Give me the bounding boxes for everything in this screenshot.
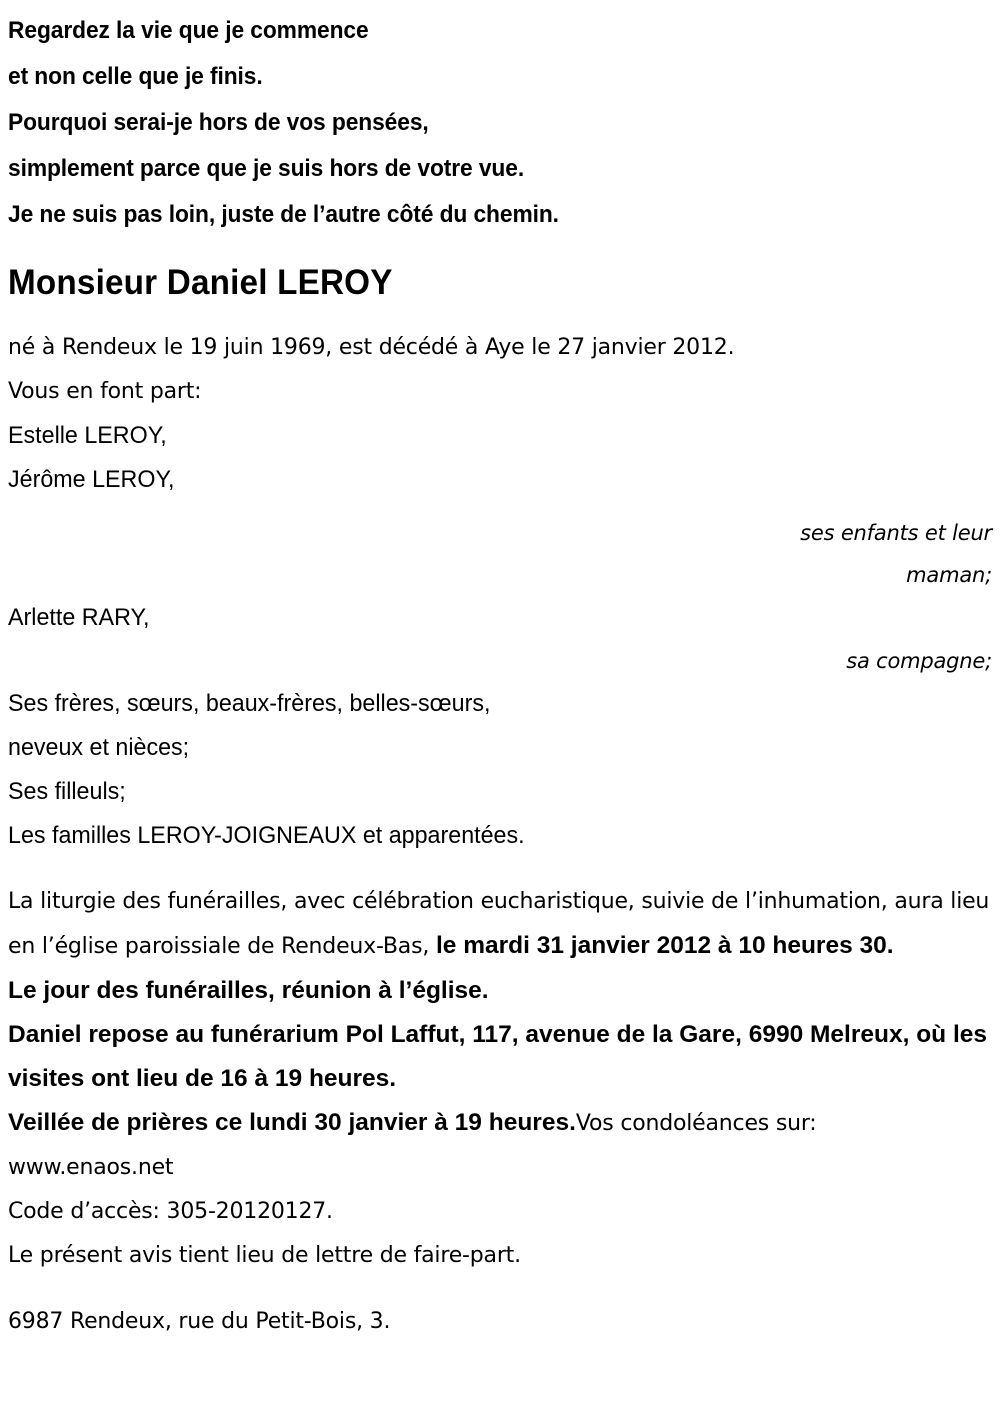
annotation-line: ses enfants et leur [800,521,992,545]
survivor-partner: Arlette RARY, [8,604,150,631]
spacer [8,858,992,880]
annotation-line: maman; [906,563,992,587]
vigil-text-bold: Veillée de prières ce lundi 30 janvier à 19 heures. [8,1109,576,1136]
memorial-poem [8,8,992,238]
notice-content [8,8,992,1344]
survivor-extended: Ses frères, sœurs, beaux-frères, belles-sœurs, [8,690,491,717]
spacer [8,502,992,512]
poem-line: simplement parce que je suis hors de votre vue. [8,155,525,182]
announce-intro: Vous en font part: [8,379,202,404]
liturgy-paragraph [8,880,992,969]
survivor-child: Estelle LEROY, [8,422,167,449]
address-line: 6987 Rendeux, rue du Petit-Bois, 3. [8,1309,391,1334]
poem-line: et non celle que je finis. [8,63,263,90]
gathering-line: Le jour des funérailles, réunion à l’église. [8,977,489,1004]
condolences-text: Vos condoléances sur: [575,1111,817,1136]
survivor-child: Jérôme LEROY, [8,466,175,493]
survivor-extended: neveux et nièces; [8,734,190,761]
poem-line: Pourquoi serai-je hors de vos pensées, [8,109,429,136]
access-code-line: Code d’accès: 305-20120127. [8,1199,333,1224]
website-line: www.enaos.net [8,1155,174,1180]
deceased-name-heading: Monsieur Daniel LEROY [8,263,393,302]
children-annotation [8,512,992,596]
poem-line: Regardez la vie que je commence [8,17,369,44]
spacer [8,1278,992,1300]
poem-line: Je ne suis pas loin, juste de l’autre côté du chemin. [8,201,559,228]
partner-annotation [8,640,992,682]
birth-death-line: né à Rendeux le 19 juin 1969, est décédé à Aye le 27 janvier 2012. [8,335,735,360]
annotation-line: sa compagne; [846,649,992,673]
vigil-condolences-paragraph [8,1101,992,1146]
notice-statement-line: Le présent avis tient lieu de lettre de faire-part. [8,1243,521,1268]
liturgy-text-bold: le mardi 31 janvier 2012 à 10 heures 30. [435,932,894,959]
funerarium-paragraph: Daniel repose au funérarium Pol Laffut, 117, avenue de la Gare, 6990 Melreux, où les visites ont lieu de 16 à 19 heures. [8,1021,988,1092]
liturgy-text-normal: La liturgie des funérailles, avec célébration eucharistique, suivie de l’inhumation, aura lieu en l’église paroissiale de Rendeux-Bas, [8,889,990,959]
survivor-extended: Les familles LEROY-JOIGNEAUX et apparentées. [8,822,525,849]
survivor-extended: Ses filleuls; [8,778,126,805]
